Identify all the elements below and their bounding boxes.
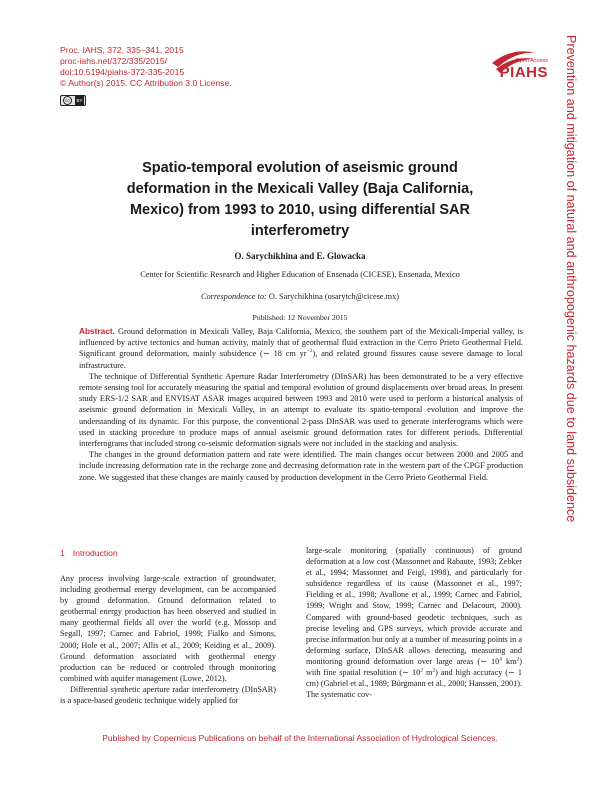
resolution-value: ∼ 10 [402, 668, 421, 678]
body-column-right [306, 545, 522, 700]
area-unit-exponent: 2 [516, 656, 520, 663]
logo-tagline: Open Access [515, 58, 548, 64]
correspondence [60, 292, 540, 301]
abstract-paragraph: The changes in the ground deformation pattern and rate were identified. The main changes occur between 2000 and 2005 and include increasing deformation rate in the recharge zone and decreasing deformation rate in the western part of the CPGF production zone. We suggested that these changes are mainly caused by production development in the Cerro Prieto Geothermal Field. [79, 450, 523, 482]
cc-icon: cc [63, 96, 72, 105]
area-unit: km [502, 656, 517, 666]
subsidence-rate: ∼ 18 cm yr [262, 349, 307, 359]
accuracy-value: ∼ 1 cm [306, 668, 522, 689]
abstract-text-1a: Ground deformation in Mexicali Valley, Baja California, Mexico, the southern part of the Mexicali-Imperial valley, is influenced by active tectonics and human activity, mainly that of geothermal fluid extraction in the Cerro Prieto Geothermal Field. Significant ground deformation, mainly subsidence ( [79, 327, 523, 359]
body-paragraph [306, 545, 522, 700]
body-paragraph: Differential synthetic aperture radar interferometry (DInSAR) is a space-based geodetic technique widely applied for [60, 684, 276, 706]
side-title-text: Prevention and mitigation of natural and anthropogenic hazards due to land subsidence [564, 35, 578, 523]
paper-title: Spatio-temporal evolution of aseismic ground deformation in the Mexicali Valley (Baja California, Mexico) from 1993 to 2010, using differential SAR interferometry [126, 160, 474, 239]
piahs-logo [490, 45, 552, 87]
article-doi[interactable]: doi:10.5194/piahs-372-335-2015 [60, 67, 185, 77]
license-statement: © Author(s) 2015. CC Attribution 3.0 License. [60, 78, 232, 88]
body-column-left [60, 573, 276, 706]
cc-license-badge[interactable] [60, 95, 86, 106]
body-paragraph: Any process involving large-scale extraction of groundwater, including geothermal energy development, can be accompanied by ground deformation. Ground deformation related to geothermal energy production has been observed and studied in many geothermal fields all over the world (e.g. Mossop and Segall, 1997; Carnec and Fabriol, 1999; Fialko and Simons, 2000; Hole et al., 2007; Allis et al., 2009; Keiding et al., 2009). Ground deformation associated with geothermal energy production can be reduced or controled through monitoring combined with aquifer management (Lowe, 2012). [60, 574, 276, 683]
resolution-unit-exponent: 2 [432, 667, 436, 674]
abstract-text-1b: ), and related ground fissures cause severe damage to local infrastructure. [79, 349, 523, 370]
by-icon: BY [76, 98, 83, 103]
area-value: ∼ 10 [480, 656, 500, 666]
section-heading [60, 548, 118, 558]
section-number: 1 [60, 548, 65, 558]
area-exponent: 4 [499, 656, 502, 663]
section-title: Introduction [72, 548, 118, 558]
published-date: Published: 12 November 2015 [252, 313, 348, 322]
authors: O. Sarychikhina and E. Glowacka [234, 251, 366, 261]
body-text-1: large-scale monitoring (spatially continuous) of ground deformation at a low cost (Massonnet and Rabaute, 1993; Zebker et al., 1994; Massonnet and Feigl, 1998), and particularly for subsidence regardless of its cause (Massonnet et al., 1997; Fielding et al., 1998; Avallone et al., 1999; Carnec and Fabriol, 1999; Wright and Stow, 1999; Carnec and Delacourt, 2000). Compared with ground-based geodetic techniques, such as precise leveling and GPS surveys, which provide accurate and precise information but only at a number of measuring points in a deforming surface, DInSAR allows detecting, measuring and monitoring ground deformation over large areas ( [306, 546, 522, 666]
correspondence-text: O. Sarychikhina (osarytch@cicese.mx) [268, 292, 400, 301]
abstract-label: Abstract. [79, 326, 115, 336]
logo-name: PIAHS [499, 64, 548, 81]
correspondence-label: Correspondence to: [200, 292, 267, 301]
publisher-footer: Published by Copernicus Publications on behalf of the International Association of Hydrological Sciences. [102, 733, 498, 743]
article-metadata [60, 45, 232, 89]
body-text-3: ) and high accuracy ( [435, 668, 509, 678]
article-url[interactable]: proc-iahs.net/372/335/2015/ [60, 56, 168, 66]
rate-exponent: −1 [306, 348, 313, 355]
journal-citation: Proc. IAHS, 372, 335–341, 2015 [60, 45, 184, 55]
series-side-title [558, 35, 598, 600]
resolution-unit: m [422, 668, 433, 678]
abstract-paragraph [79, 326, 523, 371]
body-text-4: ) (Gabriel et al., 1989; Bürgmann et al., 2000; Hanssen, 2001). The systematic cov- [306, 679, 522, 700]
affiliation: Center for Scientific Research and Higher Education of Ensenada (CICESE), Ensenada, Mexico [140, 270, 460, 279]
abstract-paragraph: The technique of Differential Synthetic Aperture Radar Interferometry (DInSAR) has been demonstrated to be a very effective remote sensing tool for accurately measuring the spatial and temporal evolution of ground displacements over broad areas. In present study ERS-1/2 SAR and ENVISAT ASAR images acquired between 1993 and 2010 were used to perform a historical analysis of aseismic ground deformation in Mexicali Valley, in an attempt to evaluate its spatio-temporal evolution and improve the understanding of its dynamic. For this purpose, the conventional 2-pass DInSAR was used to generate interferograms which were used in stacking procedure to produce maps of annual aseismic ground deformation rates for different periods. Differential interferograms that included strong co-seismic deformation signals were not included in the stacking and analysis. [79, 371, 523, 449]
body-text-2: ) with fine spatial resolution ( [306, 656, 522, 678]
abstract [79, 326, 523, 483]
resolution-exponent: 2 [420, 667, 423, 674]
